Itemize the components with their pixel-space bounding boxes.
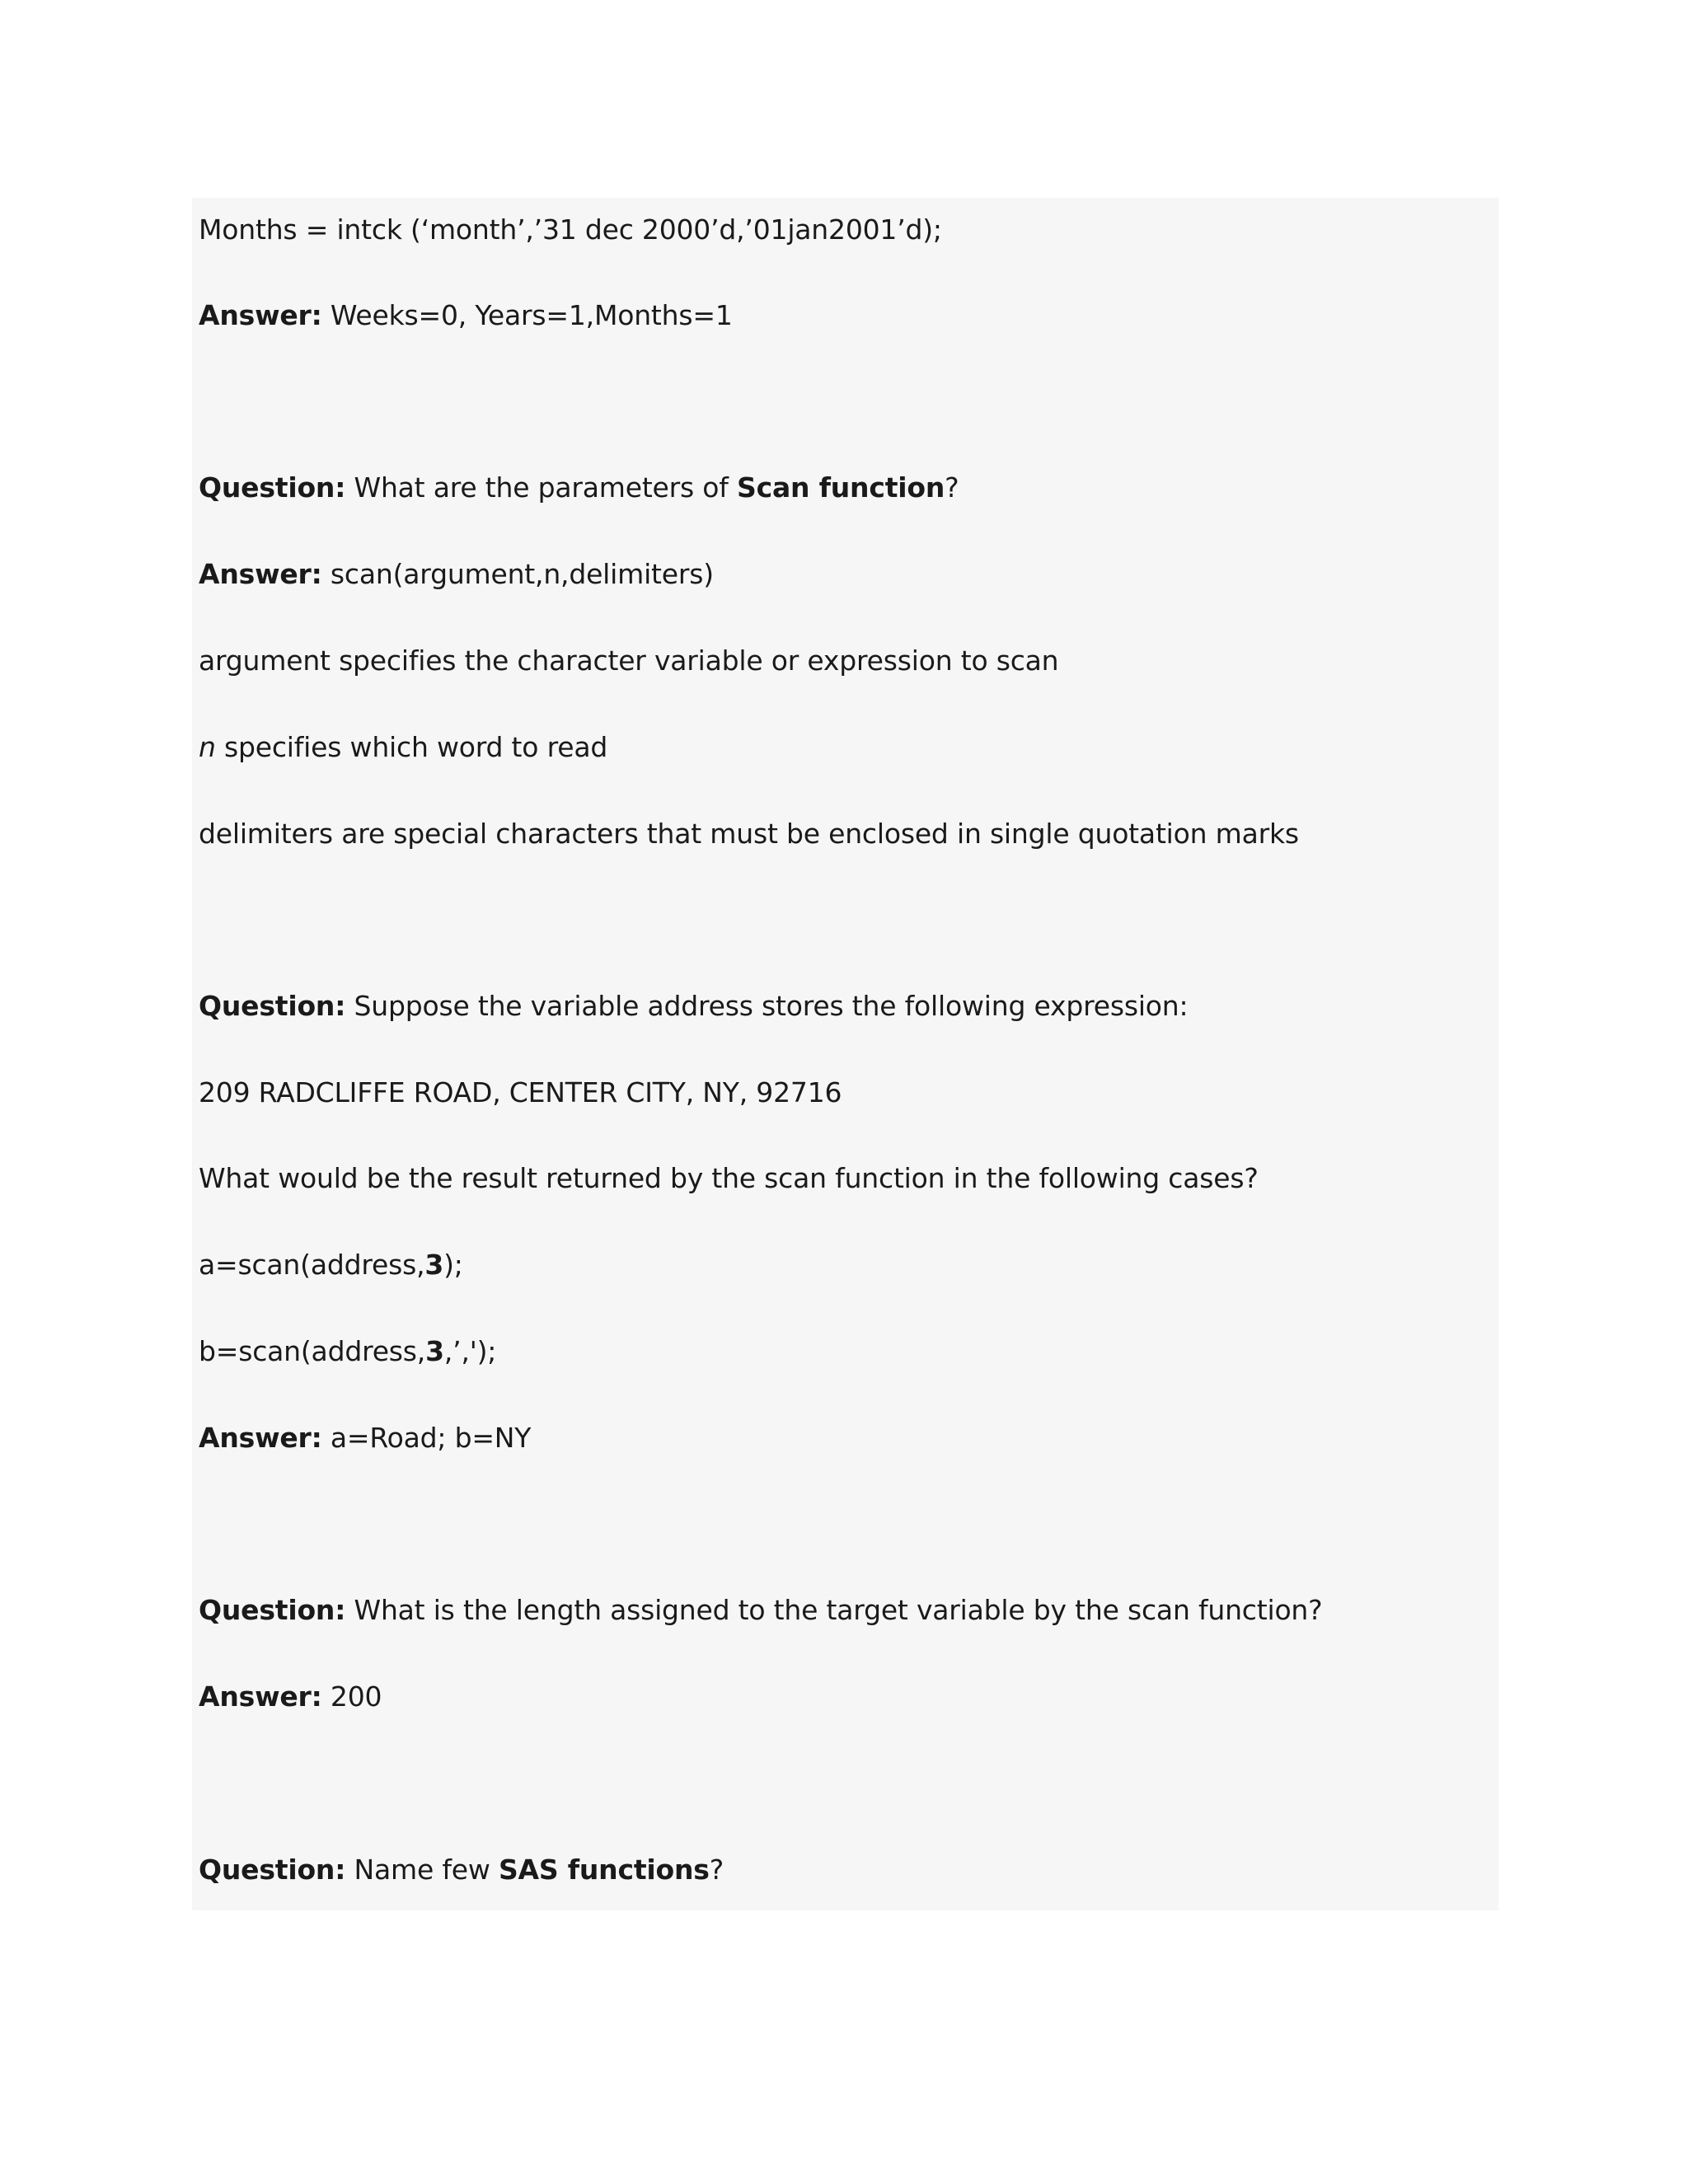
followup-text: What would be the result returned by the scan function in the following cases? (199, 1162, 1259, 1194)
months-code-text: Months = intck (‘month’,’31 dec 2000’d,’01jan2001’d); (199, 213, 942, 246)
question-emphasis: Scan function (737, 471, 945, 504)
argument-text: argument specifies the character variable or expression to scan (199, 644, 1059, 677)
question-text-end: ? (945, 471, 959, 504)
content-panel (192, 198, 1498, 1910)
question-text: What are the parameters of (345, 471, 738, 504)
code-a (199, 1249, 463, 1282)
answer-text: 200 (321, 1680, 382, 1713)
answer-text: scan(argument,n,delimiters) (321, 558, 714, 590)
answer-3 (199, 1422, 531, 1455)
code-a-post: ); (443, 1249, 463, 1281)
question-text: What is the length assigned to the target variable by the scan function? (345, 1594, 1323, 1626)
answer-label: Answer: (199, 1680, 322, 1713)
question-3 (199, 990, 1188, 1023)
question-2 (199, 471, 959, 504)
n-description (199, 731, 607, 764)
code-b-arg: 3 (425, 1335, 444, 1367)
question-label: Question: (199, 990, 346, 1022)
question-label: Question: (199, 1854, 346, 1886)
question-text-end: ? (709, 1854, 724, 1886)
n-text: specifies which word to read (215, 731, 608, 763)
answer-4 (199, 1680, 382, 1713)
code-b (199, 1335, 496, 1368)
question-4 (199, 1594, 1322, 1627)
answer-1 (199, 299, 733, 332)
answer-2 (199, 558, 714, 591)
address-text: 209 RADCLIFFE ROAD, CENTER CITY, NY, 92716 (199, 1076, 842, 1108)
answer-label: Answer: (199, 558, 322, 590)
code-b-pre: b=scan(address, (199, 1335, 426, 1367)
question-5 (199, 1854, 724, 1886)
answer-text: Weeks=0, Years=1,Months=1 (321, 299, 733, 331)
answer-text: a=Road; b=NY (321, 1422, 532, 1454)
question-label: Question: (199, 471, 346, 504)
question-label: Question: (199, 1594, 346, 1626)
question-3-followup (199, 1162, 1259, 1195)
delimiters-text: delimiters are special characters that must be enclosed in single quotation marks (199, 818, 1299, 850)
question-emphasis: SAS functions (498, 1854, 710, 1886)
address-example (199, 1076, 842, 1109)
code-a-arg: 3 (424, 1249, 444, 1281)
question-text: Suppose the variable address stores the following expression: (345, 990, 1189, 1022)
months-code-line (199, 213, 942, 246)
delimiters-description (199, 818, 1299, 851)
answer-label: Answer: (199, 1422, 322, 1454)
answer-label: Answer: (199, 299, 322, 331)
argument-description (199, 644, 1058, 677)
n-param: n (199, 731, 216, 763)
question-text: Name few (345, 1854, 499, 1886)
code-a-pre: a=scan(address, (199, 1249, 425, 1281)
code-b-post: ,’,'); (443, 1335, 497, 1367)
